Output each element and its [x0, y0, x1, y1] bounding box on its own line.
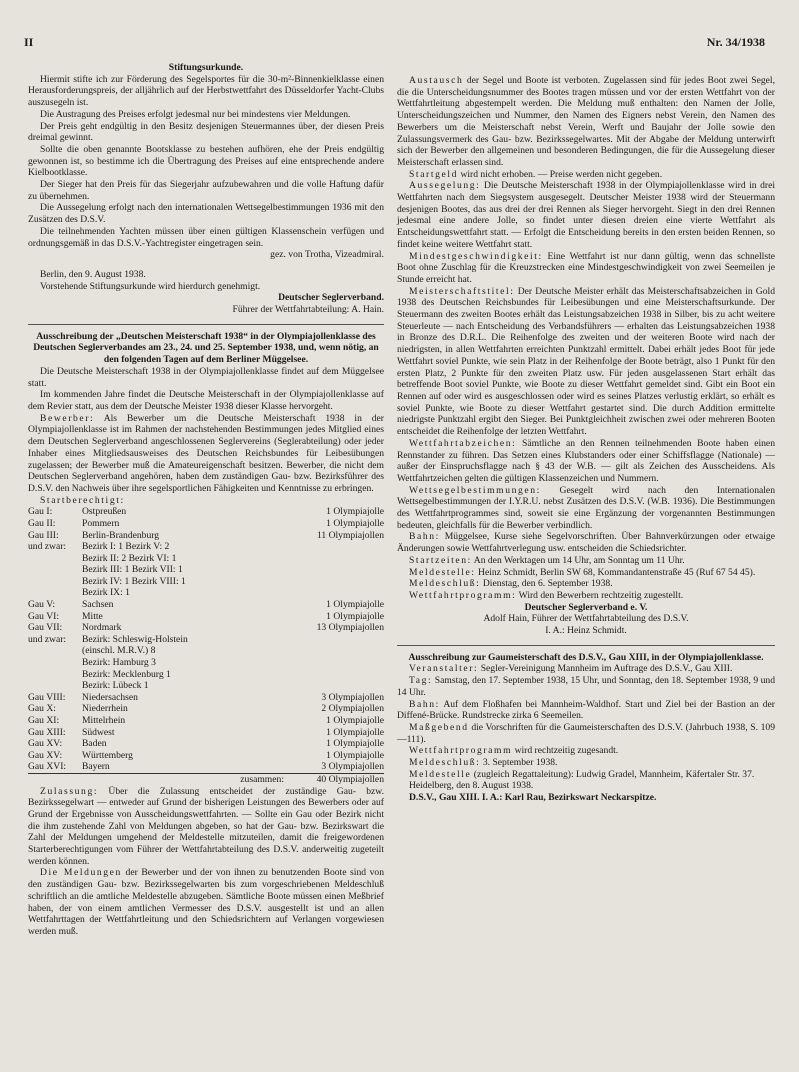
- ausschreibung-paragraph: Die Deutsche Meisterschaft 1938 in der Olympiajollenklasse findet auf dem Müggelsee statt.: [28, 365, 384, 389]
- start-row: [28, 634, 384, 646]
- start-row: [28, 645, 384, 657]
- massgebend-text: die Vorschriften für die Gaumeisterschaften des D.S.V. (Jahrbuch 1938, S. 109—111).: [397, 721, 775, 745]
- start-name: Bezirk I: 1 Bezirk V: 2: [82, 541, 170, 553]
- bahn-text: Müggelsee, Kurse siehe Segelvorschriften. Über Bahnverkürzungen oder etwaige Änderungen sowie Wettfahrtverlegung usw. entscheiden die Schiedsrichter.: [397, 531, 775, 555]
- startberechtigt-table: [28, 506, 384, 785]
- start-count: 1 Olympiajolle: [326, 738, 384, 750]
- aussegelung-label: Aussegelung:: [409, 180, 481, 192]
- start-gau: Gau X:: [28, 703, 56, 715]
- start-row: [28, 576, 384, 588]
- start-name: Berlin-Brandenburg: [82, 529, 160, 541]
- start-row: [28, 518, 384, 530]
- start-name: Pommern: [82, 517, 120, 529]
- mindest-label: Mindestgeschwindigkeit:: [409, 250, 543, 262]
- austausch-text: der Segel und Boote ist verboten. Zugelassen sind für jedes Boot zwei Segel, die die Unterscheidungsnummer des Bootes tragen müssen und vor der ersten Wettfahrt von der Wettfahrtleitung abgestempelt werden. Die Meldung muß enthalten: den Namen der Jolle, Unterscheidungszeichen und Nummer, den Namen des Eigners nebst Verein, den Namen des Bewerbers um die Meisterschaft nebst Verein, Werft und Baujahr der Jolle sowie den Zulassungsvermerk des Gau- bzw. Bezirkssegelwartes. Mit der Abgabe der Meldung unterwirft sich der Bewerber den allgemeinen und besonderen Bedingungen, die für die Aussegelung dieser Meisterschaft erlassen sind.: [397, 75, 775, 168]
- start-row: [28, 657, 384, 669]
- start-count: 1 Olympiajolle: [326, 517, 384, 529]
- start-gau: Gau III:: [28, 529, 59, 541]
- titel-label: Meisterschaftstitel:: [409, 285, 515, 297]
- stiftung-paragraph: Die Aussegelung erfolgt nach den internationalen Wettsegelbestimmungen 1936 mit den Zusätzen des D.S.V.: [28, 202, 384, 226]
- stiftung-paragraph: Der Preis geht endgültig in den Besitz desjenigen Steuermannes über, der diesen Preis dreimal gewinnt.: [28, 120, 384, 144]
- start-gau: [28, 657, 82, 669]
- mindest-text: Eine Wettfahrt ist nur dann gültig, wenn das schnellste Boot ohne Zuschlag für die Kreuzstrecken eine Mindestgeschwindigkeit von zwei Seemeilen je Stunde erreicht hat.: [397, 250, 775, 285]
- start-row: [28, 553, 384, 565]
- start-gau: [28, 564, 82, 576]
- start-gau: Gau VII:: [28, 622, 63, 634]
- start-count: [284, 634, 384, 646]
- start-row: [28, 727, 384, 739]
- start-name: Bezirk: Lübeck 1: [82, 680, 149, 692]
- stiftung-paragraph: Die Austragung des Preises erfolgt jedesmal nur bei mindestens vier Meldungen.: [40, 108, 351, 120]
- start-gau: und zwar:: [28, 633, 67, 645]
- startzeiten-paragraph: [397, 555, 775, 567]
- start-name: Mittelrhein: [82, 715, 126, 726]
- start-gau: Gau II:: [28, 517, 56, 529]
- startzeiten-text: An den Werktagen um 14 Uhr, am Sonntag um 11 Uhr.: [473, 554, 685, 566]
- start-row: [28, 541, 384, 553]
- massgebend-label: Maßgebend: [409, 721, 469, 733]
- start-count: 1 Olympiajolle: [326, 726, 384, 738]
- startgeld-label: Startgeld: [409, 168, 459, 180]
- gau-bahn-text: Auf dem Floßhafen bei Mannheim-Waldhof. Start und Ziel bei der Bastion an der Diffené-Brücke. Rundstrecke zirka 6 Seemeilen.: [397, 698, 776, 722]
- zulassung-paragraph: [28, 786, 384, 868]
- abzeichen-paragraph: [397, 438, 775, 485]
- veranstalter-text: Segler-Vereinigung Mannheim im Auftrage des D.S.V., Gau XIII.: [480, 663, 733, 675]
- start-name: Ostpreußen: [82, 506, 127, 518]
- schmidt-line: I. A.: Heinz Schmidt.: [545, 625, 627, 637]
- meldungen-label: Die Meldungen: [40, 867, 122, 879]
- gau-stelle-paragraph: [397, 769, 775, 781]
- start-gau: und zwar:: [28, 541, 67, 553]
- gau-programm-paragraph: [397, 745, 775, 757]
- start-row: [28, 506, 384, 518]
- dsv-name: Deutscher Seglerverband e. V.: [524, 601, 648, 613]
- start-gau: Gau XVI:: [28, 761, 67, 773]
- start-row: [28, 669, 384, 681]
- start-row: [28, 680, 384, 692]
- start-name: Mitte: [82, 610, 103, 622]
- start-name: Südwest: [82, 726, 115, 738]
- abzeichen-label: Wettfahrtabzeichen:: [409, 437, 517, 449]
- start-count: 2 Olympiajollen: [321, 703, 384, 715]
- start-name: Bezirk: Hamburg 3: [82, 657, 156, 669]
- programm-text: Wird den Bewerbern rechtzeitig zugestellt.: [518, 589, 684, 601]
- bewerber-label: Bewerber:: [40, 412, 95, 424]
- gau-bahn-paragraph: [397, 699, 775, 722]
- start-gau: Gau XIII:: [28, 726, 66, 738]
- start-count: 1 Olympiajolle: [326, 599, 384, 611]
- abzeichen-text: Sämtliche an den Rennen teilnehmenden Boote haben einen Rennstander zu führen. Das Setzen eines Klubstanders oder einer Schiffsflagge (Nationale) — außer der Einspruchsflagge nach § 43 der W.B. — gilt als Zeichen des Ausscheidens. Als Wettfahrtzeichen gelten die gültigen Klassenzeichen und Nummern.: [397, 437, 775, 484]
- start-gau: [28, 587, 82, 599]
- massgebend-paragraph: [397, 722, 775, 745]
- gau-stelle-text: (zugleich Regattaleitung): Ludwig Gradel, Mannheim, Käfertaler Str. 37.: [473, 768, 755, 780]
- startgeld-paragraph: [397, 169, 775, 181]
- fuehrer-line: Führer der Wettfahrtabteilung: A. Hain.: [232, 304, 384, 316]
- start-gau: [28, 680, 82, 692]
- bestimmungen-label: Wettsegelbestimmungen:: [409, 484, 541, 496]
- start-name: Bezirk IX: 1: [82, 587, 130, 599]
- start-row: [28, 564, 384, 576]
- start-count: [284, 576, 384, 588]
- programm-paragraph: [397, 590, 775, 602]
- bahn-label: Bahn:: [409, 531, 440, 543]
- start-name: Sachsen: [82, 599, 114, 611]
- start-gau: Gau V:: [28, 599, 56, 611]
- stiftung-paragraph: Der Sieger hat den Preis für das Siegerjahr aufzubewahren und die volle Haftung dafür zu übernehmen.: [28, 179, 384, 202]
- veranstalter-paragraph: [397, 663, 775, 675]
- meldeschluss-text: Dienstag, den 6. September 1938.: [482, 578, 613, 590]
- programm-label: Wettfahrtprogramm:: [409, 589, 517, 601]
- start-name: Württemberg: [82, 749, 133, 761]
- gau-bahn-label: Bahn:: [409, 698, 440, 710]
- bestimmungen-text: Gesegelt wird nach den Internationalen Wettsegelbestimmungen der I.Y.R.U. nebst Zusätzen des D.S.V. (W.B. 1936). Die Bestimmungen des Wettfahrtprogrammes sind, soweit sie eine Ergänzung der vorgenannten Bestimmungen bedeuten, gleichfalls für die Bewerber verbindlich.: [397, 484, 775, 531]
- start-count: 13 Olympiajollen: [316, 622, 384, 634]
- startzeiten-label: Startzeiten:: [409, 554, 472, 566]
- start-name: Bezirk III: 1 Bezirk VII: 1: [82, 564, 183, 576]
- start-count: [284, 564, 384, 576]
- start-gau: [28, 576, 82, 588]
- heidelberg-date: Heidelberg, den 8. August 1938.: [409, 780, 534, 792]
- start-name: Bezirk: Mecklenburg 1: [82, 668, 171, 680]
- stiftung-paragraph: Die teilnehmenden Yachten müssen über einen gültigen Klassenschein verfügen und ordnungsgemäß in das D.S.V.-Yachtregister eingetragen sein.: [28, 225, 384, 249]
- meldungen-paragraph: [28, 867, 384, 937]
- aussegelung-paragraph: [397, 180, 775, 250]
- start-row: [28, 715, 384, 727]
- start-gau: Gau XV:: [28, 749, 63, 761]
- bestimmungen-paragraph: [397, 485, 775, 532]
- zulassung-label: Zulassung:: [40, 785, 99, 797]
- start-name: Nordmark: [82, 622, 122, 634]
- left-column: [28, 62, 384, 938]
- bahn-paragraph: [397, 531, 775, 554]
- start-name: Niederrhein: [82, 703, 128, 715]
- veranstalter-label: Veranstalter:: [409, 663, 479, 675]
- approval-line: Vorstehende Stiftungsurkunde wird hierdurch genehmigt.: [40, 280, 261, 292]
- austausch-paragraph: [397, 75, 775, 169]
- hain-line: Adolf Hain, Führer der Wettfahrtabteilung des D.S.V.: [483, 613, 689, 625]
- issue-number: Nr. 34/1938: [706, 35, 765, 49]
- start-count: [284, 669, 384, 681]
- start-name: Bezirk: Schleswig-Holstein: [82, 633, 188, 645]
- start-name: Bezirk II: 2 Bezirk VI: 1: [82, 552, 177, 564]
- meldungen-text: der Bewerber und der von ihnen zu benutzenden Boote sind von den zuständigen Gau- bzw. Bezirkssegelwarten bis zum vorgeschriebenen Meldeschluß schriftlich an die amtliche Meldestelle abzugeben. Sämtliche Boote müssen einen Meßbrief haben, der von einem amtlichen Vermesser des D.S.V. ausgestellt ist und an allen Wettfahrttagen der Wettfahrtleitung und den Schiedsrichtern auf Verlangen vorgewiesen werden muß.: [28, 867, 385, 937]
- start-gau: [28, 645, 82, 657]
- start-row: [28, 587, 384, 599]
- gau-schluss-paragraph: [397, 757, 775, 769]
- divider: [397, 645, 775, 646]
- start-count: 1 Olympiajolle: [326, 506, 384, 518]
- start-row: [28, 530, 384, 542]
- start-count: [284, 541, 384, 553]
- total-label: zusammen:: [82, 773, 284, 785]
- start-gau: Gau XV:: [28, 738, 63, 750]
- start-gau: Gau VI:: [28, 610, 59, 622]
- gau-programm-label: Wettfahrtprogramm: [409, 745, 513, 757]
- start-row: [28, 703, 384, 715]
- startberechtigt-label: Startberechtigt:: [40, 494, 125, 506]
- mindest-paragraph: [397, 251, 775, 286]
- start-name: Bezirk IV: 1 Bezirk VIII: 1: [82, 575, 186, 587]
- gau-programm-text: wird rechtzeitig zugesandt.: [514, 745, 619, 757]
- final-signature: D.S.V., Gau XIII. I. A.: Karl Rau, Bezirkswart Neckarspitze.: [409, 792, 657, 804]
- meldeschluss-paragraph: [397, 578, 775, 590]
- gau-stelle-label: Meldestelle: [409, 768, 472, 780]
- meldeschluss-label: Meldeschluß:: [409, 578, 481, 590]
- stiftung-title: Stiftungsurkunde.: [168, 62, 244, 73]
- divider: [28, 324, 384, 325]
- start-count: [284, 645, 384, 657]
- start-gau: [28, 553, 82, 565]
- total-row: [28, 773, 384, 785]
- gau-schluss-text: 3. September 1938.: [482, 757, 558, 769]
- tag-label: Tag:: [409, 675, 433, 687]
- start-row: [28, 750, 384, 762]
- meldestelle-paragraph: [397, 567, 775, 579]
- start-count: 1 Olympiajolle: [326, 715, 384, 726]
- right-column: [397, 75, 775, 804]
- titel-paragraph: [397, 286, 775, 438]
- start-count: [284, 553, 384, 565]
- tag-paragraph: [397, 675, 775, 698]
- gau-schluss-label: Meldeschluß:: [409, 757, 481, 769]
- start-gau: [28, 669, 82, 681]
- start-count: 3 Olympiajollen: [321, 761, 384, 773]
- page-number: II: [24, 35, 34, 49]
- start-gau: Gau XI:: [28, 715, 60, 726]
- gau-title: Ausschreibung zur Gaumeisterschaft des D.S.V., Gau XIII, in der Olympiajollenklasse.: [408, 651, 764, 663]
- startgeld-text: wird nicht erhoben. — Preise werden nicht gegeben.: [460, 168, 663, 180]
- start-count: [284, 587, 384, 599]
- meldestelle-label: Meldestelle:: [409, 566, 476, 578]
- start-count: [284, 657, 384, 669]
- start-count: 3 Olympiajollen: [321, 691, 384, 703]
- start-row: [28, 761, 384, 773]
- start-gau: Gau I:: [28, 506, 53, 518]
- bewerber-paragraph: [28, 413, 384, 495]
- start-name: Bayern: [82, 761, 110, 773]
- aussegelung-text: Die Deutsche Meisterschaft 1938 in der Olympiajollenklasse wird in drei Wettfahrten nach dem Siegsystem ausgesegelt. Deutscher Meister 1938 wird der Steuermann desjenigen Bootes, das aus drei der drei Rennen als Sieger hervorgeht. Siegt in den drei Rennen jedesmal eine andere Jolle, so findet unter diesen dreien eine vierte Wettfahrt als Entscheidungswettfahrt statt. — Erfolgt die Entscheidung bereits in den ersten beiden Rennen, so findet keine weitere Wettfahrt statt.: [397, 180, 775, 250]
- start-row: [28, 599, 384, 611]
- start-name: Niedersachsen: [82, 691, 138, 703]
- stiftung-paragraph: Sollte die oben genannte Bootsklasse zu bestehen aufhören, ehe der Preis endgültig gewonnen ist, so bestimme ich die Übertragung des Preises auf eine entsprechende andere Kielbootklasse.: [28, 143, 384, 179]
- start-count: 11 Olympiajollen: [316, 529, 384, 541]
- berlin-date: Berlin, den 9. August 1938.: [40, 268, 146, 280]
- stiftung-signature: gez. von Trotha, Vizeadmiral.: [270, 249, 384, 261]
- start-count: 1 Olympiajolle: [326, 749, 384, 761]
- start-count: 1 Olympiajolle: [326, 610, 384, 622]
- zulassung-text: Über die Zulassung entscheidet der zuständige Gau- bzw. Bezirkssegelwart — entweder auf Grund der bisherigen Leistungen des Bewerbers oder auf Grund der Ergebnisse von Ausscheidungswettfahrten. — Sollte ein Gau oder Bezirk nicht die ihm zustehende Zahl von Meldungen abgeben, so hat der Gau- bzw. Bezirkswart die Zahl der Meldungen umgehend der Meldestelle mitzuteilen, damit die freigewordenen Starterberechtigungen vom Führer der Wettfahrtabteilung des D.S.V. anderweitig zugeteilt werden können.: [28, 785, 384, 867]
- tag-text: Samstag, den 17. September 1938, 15 Uhr, und Sonntag, den 18. September 1938, 9 und 14 Uhr.: [397, 675, 775, 698]
- meldestelle-text: Heinz Schmidt, Berlin SW 68, Kommandantenstraße 45 (Ruf 67 54 45).: [478, 566, 756, 578]
- titel-text: Der Deutsche Meister erhält das Meisterschaftsabzeichen in Gold 1938 des Deutschen Reichsbundes für Leibesübungen und eine Meisterschaftsurkunde. Der Steuermann des zweiten Bootes erhält das Leistungsabzeichen 1938 in Silber, bis zu acht weitere Steuerleute — nach Entscheidung des Verbandsführers — erhalten das Leistungsabzeichen 1938 in Bronze des D.R.L. Die Reihenfolge des zweiten und der weiteren Boote wird nach der niedrigsten, in allen Wettfahrten erreichten Punktzahl ermittelt. Dabei erhält jedes Boot für jede Wettfahrt soviel Punkte, wie sein Platz in der Reihenfolge der Boote beträgt, also 1 Punkt für den ersten Platz, 2 Punkte für den zweiten Platz usw. Für jeden ausgelassenen Start erhält das betreffende Boot soviel Punkte, wie Boote zu dieser Wettfahrt gemeldet sind. Gibt ein Boot ein Rennen auf oder wird es ausgeschlossen oder wird es seines Platzes verlustig erklärt, so erhält es soviel Punkte, wie Boote zu dieser Wettfahrt gestartet sind. Die durch Addition ermittelte niedrigste Punktzahl ergibt den Sieger. Bei Punktgleichheit zwischen zwei oder mehreren Booten entscheidet die Reihenfolge der letzten Wettfahrt.: [397, 285, 775, 438]
- start-name: (einschl. M.R.V.) 8: [82, 645, 156, 657]
- start-row: [28, 738, 384, 750]
- austausch-label: Austausch: [409, 75, 464, 86]
- start-row: [28, 692, 384, 704]
- start-name: Baden: [82, 738, 107, 750]
- start-count: [284, 680, 384, 692]
- ausschreibung-paragraph: Im kommenden Jahre findet die Deutsche Meisterschaft in der Olympiajollenklasse auf dem Revier statt, aus dem der Deutsche Meister 1938 dieser Klasse hervorgeht.: [28, 389, 384, 412]
- start-row: [28, 622, 384, 634]
- stiftung-paragraph: Hiermit stifte ich zur Förderung des Segelsportes für die 30-m²-Binnenkielklasse einen Herausforderungspreis, der alljährlich auf der Herbstwettfahrt des Düsseldorfer Yacht-Clubs auszusegeln ist.: [28, 73, 384, 109]
- verband-name: Deutscher Seglerverband.: [278, 292, 384, 304]
- total-value: 40 Olympiajollen: [284, 773, 384, 785]
- bewerber-text: Als Bewerber um die Deutsche Meisterschaft 1938 in der Olympiajollenklasse ist im Rahmen der nachstehenden Bestimmungen jedes Mitglied eines dem Deutschen Seglerverband angeschlossenen Seglervereins (Seglerabteilung) oder jeder Inhaber eines Mitgliedsausweises des Deutschen Reichsbundes für Leibesübungen zugelassen; der Bewerber muß die Amateureigenschaft besitzen. Bewerber, die nicht dem Deutschen Seglerverband angehören, haben dem zuständigen Gau- bzw. Bezirksführer des D.S.V. den Nachweis über ihre segelsportlichen Fähigkeiten und Kenntnisse zu erbringen.: [28, 412, 385, 494]
- ausschreibung-title: Ausschreibung der „Deutschen Meisterschaft 1938“ in der Olympiajollenklasse des Deutschen Seglerverbandes am 23., 24. und 25. September 1938, und, wenn nötig, an den folgenden Tagen auf dem Berliner Müggelsee.: [33, 330, 379, 366]
- start-row: [28, 611, 384, 623]
- start-gau: Gau VIII:: [28, 691, 66, 703]
